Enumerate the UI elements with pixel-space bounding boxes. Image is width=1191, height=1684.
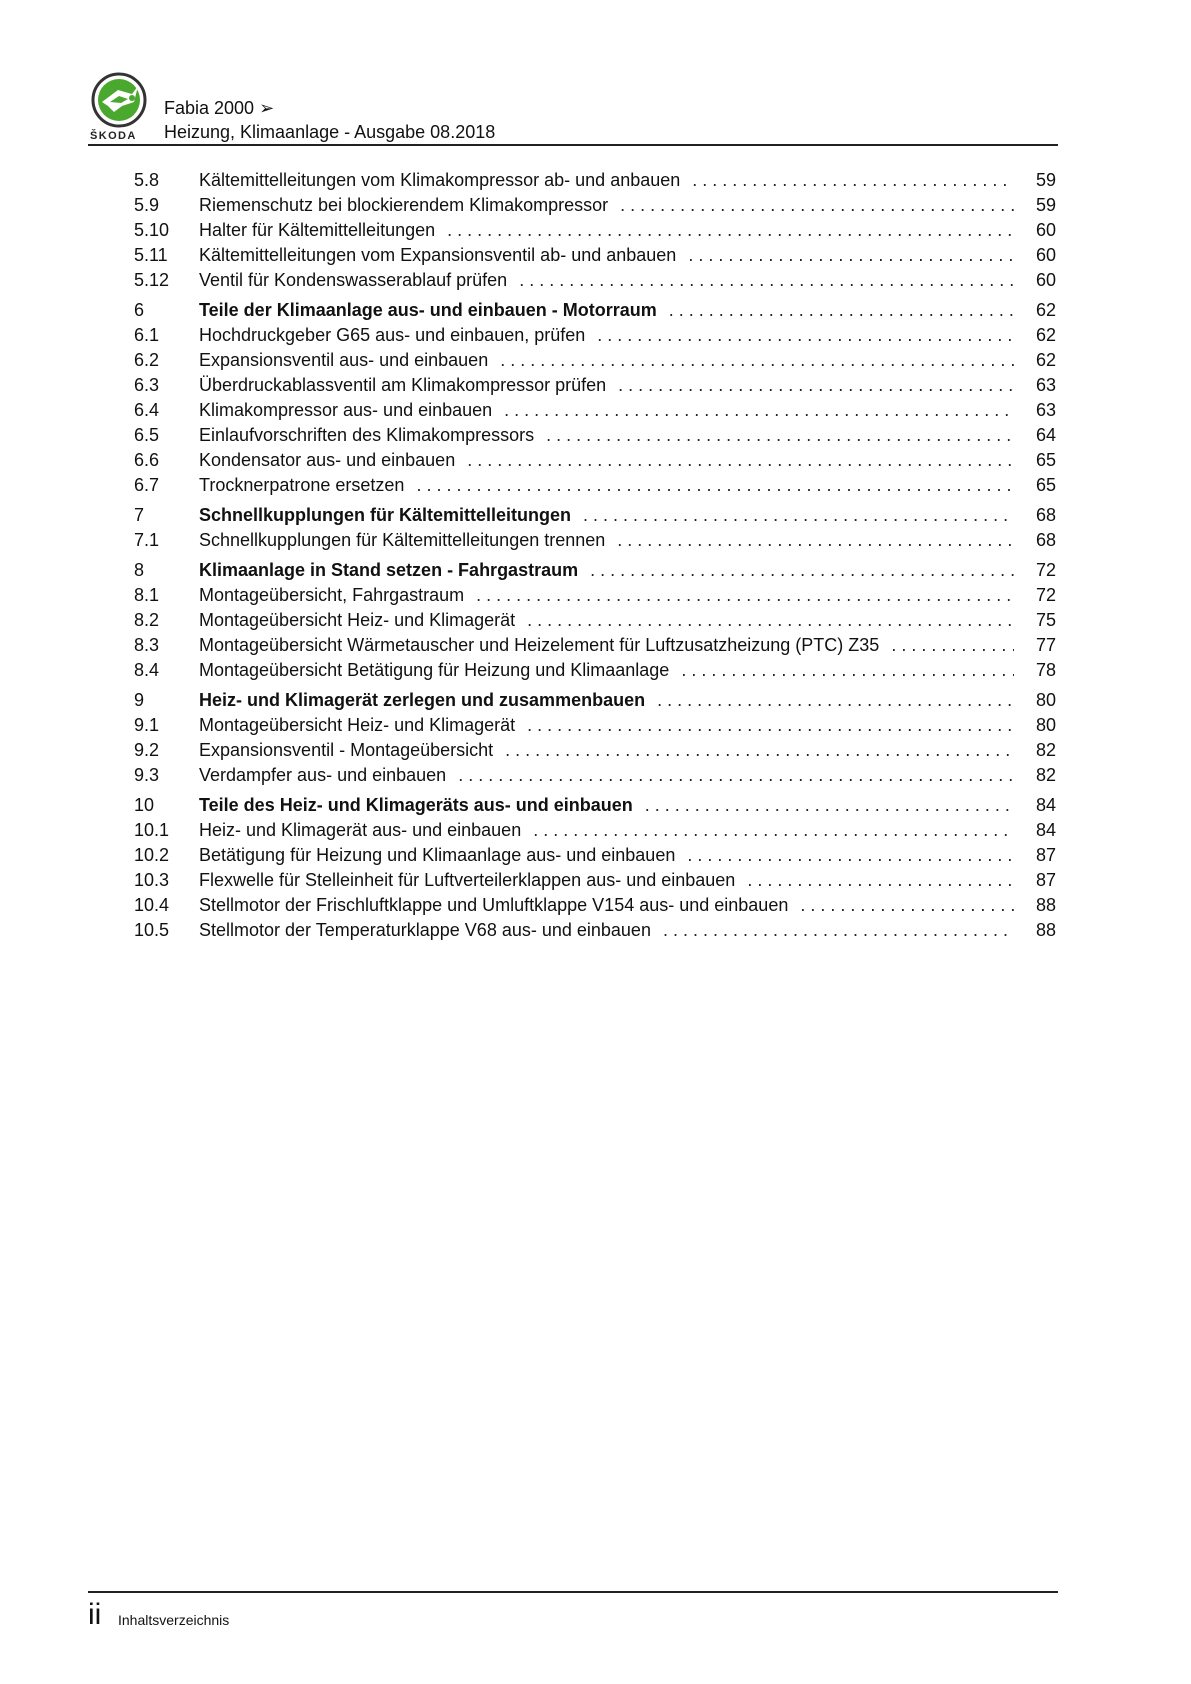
toc-chapter-row[interactable] (134, 688, 1056, 713)
toc-entry-title: Montageübersicht Betätigung für Heizung und Klimaanlage (199, 660, 670, 680)
toc-entry-number: 7.1 (134, 530, 160, 550)
toc-entry-page: 72 (1035, 585, 1056, 605)
toc-entry-title: Kältemittelleitungen vom Expansionsventil ab- und anbauen (199, 245, 677, 265)
toc-dot-leader (590, 558, 1014, 583)
toc-entry-row[interactable] (134, 608, 1056, 633)
skoda-logo-icon (88, 72, 150, 130)
toc-dot-leader (747, 868, 1014, 893)
toc-entry-page: 88 (1035, 920, 1056, 940)
toc-entry-row[interactable] (134, 868, 1056, 893)
toc-entry-row[interactable] (134, 268, 1056, 293)
toc-entry-title: Ventil für Kondenswasserablauf prüfen (199, 270, 508, 290)
table-of-contents (134, 168, 1056, 943)
toc-dot-leader (583, 503, 1014, 528)
toc-entry-number: 9 (134, 690, 145, 710)
footer-page-number: ii (88, 1598, 102, 1631)
toc-entry-page: 65 (1035, 475, 1056, 495)
toc-dot-leader (891, 633, 1014, 658)
toc-entry-page: 62 (1035, 325, 1056, 345)
toc-entry-page: 84 (1035, 795, 1056, 815)
toc-dot-leader (546, 423, 1014, 448)
document-subtitle: Heizung, Klimaanlage - Ausgabe 08.2018 (164, 122, 496, 142)
document-title: Fabia 2000 ➢ (164, 98, 275, 118)
toc-entry-title: Schnellkupplungen für Kältemittelleitungen trennen (199, 530, 606, 550)
toc-entry-title: Montageübersicht Heiz- und Klimagerät (199, 715, 516, 735)
toc-entry-row[interactable] (134, 323, 1056, 348)
toc-entry-number: 6.3 (134, 375, 160, 395)
toc-entry-row[interactable] (134, 843, 1056, 868)
toc-entry-row[interactable] (134, 893, 1056, 918)
toc-entry-number: 5.12 (134, 270, 170, 290)
toc-entry-row[interactable] (134, 193, 1056, 218)
toc-entry-row[interactable] (134, 528, 1056, 553)
toc-chapter-row[interactable] (134, 793, 1056, 818)
toc-entry-row[interactable] (134, 398, 1056, 423)
toc-entry-title: Heiz- und Klimagerät aus- und einbauen (199, 820, 522, 840)
toc-entry-page: 75 (1035, 610, 1056, 630)
toc-entry-title: Stellmotor der Frischluftklappe und Umluftklappe V154 aus- und einbauen (199, 895, 789, 915)
toc-entry-page: 60 (1035, 220, 1056, 240)
toc-entry-title: Riemenschutz bei blockierendem Klimakompressor (199, 195, 609, 215)
toc-entry-number: 10.2 (134, 845, 170, 865)
toc-entry-row[interactable] (134, 633, 1056, 658)
toc-entry-row[interactable] (134, 373, 1056, 398)
toc-entry-page: 62 (1035, 300, 1056, 320)
toc-entry-title: Einlaufvorschriften des Klimakompressors (199, 425, 535, 445)
toc-entry-title: Expansionsventil aus- und einbauen (199, 350, 489, 370)
toc-entry-title: Trocknerpatrone ersetzen (199, 475, 405, 495)
toc-entry-page: 78 (1035, 660, 1056, 680)
toc-dot-leader (620, 193, 1014, 218)
toc-entry-number: 10.5 (134, 920, 170, 940)
toc-entry-page: 59 (1035, 195, 1056, 215)
toc-entry-number: 10 (134, 795, 155, 815)
toc-entry-number: 5.8 (134, 170, 160, 190)
toc-entry-row[interactable] (134, 658, 1056, 683)
toc-entry-title: Heiz- und Klimagerät zerlegen und zusammenbauen (199, 690, 646, 710)
toc-entry-page: 59 (1035, 170, 1056, 190)
toc-entry-title: Stellmotor der Temperaturklappe V68 aus- und einbauen (199, 920, 651, 940)
toc-dot-leader (500, 348, 1014, 373)
footer-section-label: Inhaltsverzeichnis (118, 1612, 230, 1628)
toc-entry-row[interactable] (134, 168, 1056, 193)
toc-dot-leader (663, 918, 1014, 943)
toc-entry-title: Kältemittelleitungen vom Klimakompressor ab- und anbauen (199, 170, 681, 190)
toc-entry-page: 62 (1035, 350, 1056, 370)
toc-entry-row[interactable] (134, 583, 1056, 608)
toc-entry-title: Teile des Heiz- und Klimageräts aus- und einbauen (199, 795, 633, 815)
toc-dot-leader (692, 168, 1014, 193)
toc-entry-row[interactable] (134, 423, 1056, 448)
header-divider (88, 144, 1058, 146)
toc-dot-leader (657, 688, 1014, 713)
toc-entry-page: 80 (1035, 690, 1056, 710)
toc-entry-number: 8.1 (134, 585, 160, 605)
toc-dot-leader (533, 818, 1014, 843)
toc-entry-title: Hochdruckgeber G65 aus- und einbauen, prüfen (199, 325, 586, 345)
toc-dot-leader (467, 448, 1014, 473)
toc-entry-row[interactable] (134, 818, 1056, 843)
toc-entry-number: 5.9 (134, 195, 160, 215)
toc-entry-title: Halter für Kältemittelleitungen (199, 220, 436, 240)
toc-entry-number: 10.1 (134, 820, 170, 840)
toc-entry-number: 10.4 (134, 895, 170, 915)
toc-entry-number: 6.2 (134, 350, 160, 370)
toc-entry-row[interactable] (134, 738, 1056, 763)
toc-entry-page: 65 (1035, 450, 1056, 470)
toc-dot-leader (645, 793, 1014, 818)
toc-entry-page: 68 (1035, 505, 1056, 525)
toc-entry-number: 6.5 (134, 425, 160, 445)
toc-chapter-row[interactable] (134, 503, 1056, 528)
toc-entry-row[interactable] (134, 243, 1056, 268)
toc-dot-leader (527, 713, 1014, 738)
toc-entry-row[interactable] (134, 448, 1056, 473)
toc-entry-title: Kondensator aus- und einbauen (199, 450, 456, 470)
toc-entry-title: Schnellkupplungen für Kältemittelleitungen (199, 505, 572, 525)
toc-entry-number: 9.1 (134, 715, 160, 735)
toc-dot-leader (618, 373, 1014, 398)
toc-dot-leader (519, 268, 1014, 293)
toc-entry-number: 8.4 (134, 660, 160, 680)
toc-entry-page: 84 (1035, 820, 1056, 840)
toc-entry-page: 63 (1035, 375, 1056, 395)
toc-entry-page: 88 (1035, 895, 1056, 915)
toc-entry-page: 63 (1035, 400, 1056, 420)
toc-dot-leader (447, 218, 1014, 243)
toc-entry-number: 6.7 (134, 475, 160, 495)
toc-entry-title: Klimakompressor aus- und einbauen (199, 400, 493, 420)
toc-entry-number: 10.3 (134, 870, 170, 890)
toc-entry-number: 6.4 (134, 400, 160, 420)
toc-entry-number: 6.6 (134, 450, 160, 470)
toc-dot-leader (687, 843, 1014, 868)
toc-entry-page: 60 (1035, 245, 1056, 265)
toc-entry-number: 8 (134, 560, 145, 580)
toc-entry-row[interactable] (134, 218, 1056, 243)
toc-entry-page: 60 (1035, 270, 1056, 290)
toc-entry-number: 9.3 (134, 765, 160, 785)
toc-entry-title: Betätigung für Heizung und Klimaanlage aus- und einbauen (199, 845, 676, 865)
skoda-logo (88, 72, 150, 140)
toc-entry-number: 7 (134, 505, 145, 525)
toc-entry-title: Montageübersicht Heiz- und Klimagerät (199, 610, 516, 630)
toc-entry-page: 72 (1035, 560, 1056, 580)
toc-dot-leader (458, 763, 1014, 788)
toc-chapter-row[interactable] (134, 558, 1056, 583)
toc-chapter-row[interactable] (134, 298, 1056, 323)
toc-entry-number: 5.11 (134, 245, 168, 265)
toc-dot-leader (688, 243, 1014, 268)
toc-entry-page: 82 (1035, 765, 1056, 785)
toc-entry-row[interactable] (134, 348, 1056, 373)
toc-entry-title: Montageübersicht Wärmetauscher und Heizelement für Luftzusatzheizung (PTC) Z35 (199, 635, 880, 655)
toc-entry-title: Verdampfer aus- und einbauen (199, 765, 447, 785)
toc-dot-leader (597, 323, 1014, 348)
toc-entry-page: 87 (1035, 870, 1056, 890)
toc-entry-title: Expansionsventil - Montageübersicht (199, 740, 494, 760)
toc-entry-page: 80 (1035, 715, 1056, 735)
toc-entry-title: Flexwelle für Stelleinheit für Luftverteilerklappen aus- und einbauen (199, 870, 736, 890)
toc-dot-leader (681, 658, 1014, 683)
toc-dot-leader (504, 398, 1014, 423)
toc-entry-number: 5.10 (134, 220, 170, 240)
toc-dot-leader (505, 738, 1014, 763)
toc-dot-leader (476, 583, 1014, 608)
footer-divider (88, 1591, 1058, 1593)
toc-entry-row[interactable] (134, 918, 1056, 943)
toc-entry-row[interactable] (134, 713, 1056, 738)
toc-entry-title: Teile der Klimaanlage aus- und einbauen - Motorraum (199, 300, 657, 320)
toc-entry-title: Überdruckablassventil am Klimakompressor prüfen (199, 375, 607, 395)
toc-entry-page: 68 (1035, 530, 1056, 550)
toc-entry-title: Montageübersicht, Fahrgastraum (199, 585, 465, 605)
logo-wordmark: ŠKODA (90, 130, 137, 142)
toc-dot-leader (527, 608, 1014, 633)
toc-dot-leader (617, 528, 1014, 553)
toc-entry-title: Klimaanlage in Stand setzen - Fahrgastraum (199, 560, 579, 580)
toc-dot-leader (800, 893, 1014, 918)
page-header (88, 72, 1058, 146)
toc-entry-page: 82 (1035, 740, 1056, 760)
toc-entry-page: 77 (1035, 635, 1056, 655)
toc-entry-number: 9.2 (134, 740, 160, 760)
toc-entry-row[interactable] (134, 763, 1056, 788)
toc-entry-number: 6 (134, 300, 145, 320)
toc-entry-number: 8.2 (134, 610, 160, 630)
toc-entry-number: 6.1 (134, 325, 160, 345)
toc-entry-row[interactable] (134, 473, 1056, 498)
toc-dot-leader (416, 473, 1014, 498)
toc-dot-leader (669, 298, 1014, 323)
toc-entry-number: 8.3 (134, 635, 160, 655)
toc-entry-page: 87 (1035, 845, 1056, 865)
toc-entry-page: 64 (1035, 425, 1056, 445)
